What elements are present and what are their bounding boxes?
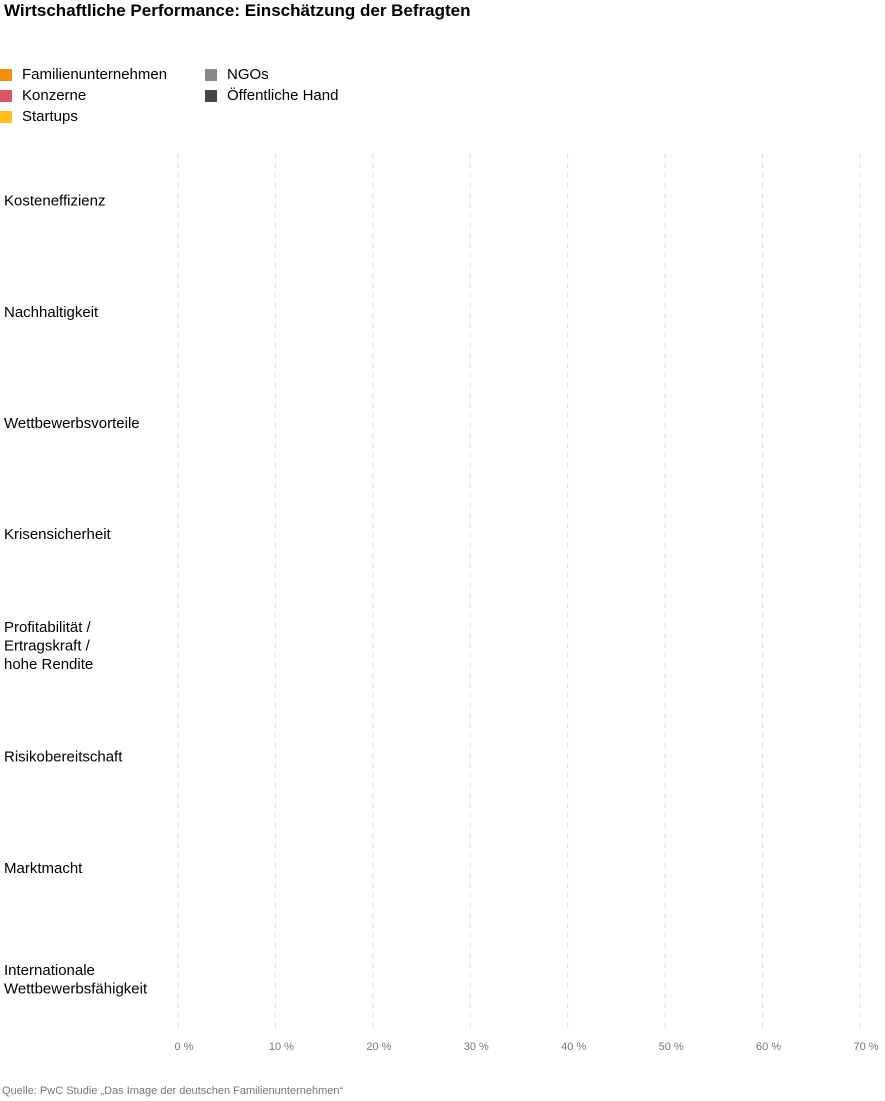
legend-label: NGOs — [227, 66, 269, 83]
source-note: Quelle: PwC Studie „Das Image der deutschen Familienunternehmen“ — [2, 1085, 344, 1097]
chart-title: Wirtschaftliche Performance: Einschätzung der Befragten — [4, 1, 471, 20]
category-label: Nachhaltigkeit — [4, 303, 99, 321]
category-label: Profitabilität / Ertragskraft / hohe Rendite — [4, 618, 94, 673]
x-tick-label: 0 % — [174, 1041, 194, 1053]
legend-label: Öffentliche Hand — [227, 87, 339, 104]
legend-label: Startups — [22, 108, 78, 125]
x-tick-label: 30 % — [463, 1041, 489, 1053]
x-tick-label: 70 % — [853, 1041, 879, 1053]
x-tick-label: 10 % — [268, 1041, 294, 1053]
x-tick-label: 50 % — [658, 1041, 684, 1053]
category-label: Internationale Wettbewerbsfähigkeit — [4, 961, 148, 998]
legend-label: Konzerne — [22, 87, 87, 104]
x-tick-label: 20 % — [366, 1041, 392, 1053]
x-tick-label: 40 % — [561, 1041, 587, 1053]
x-tick-label: 60 % — [756, 1041, 782, 1053]
category-label: Wettbewerbsvorteile — [4, 415, 140, 432]
category-label: Risikobereitschaft — [4, 748, 123, 766]
category-label: Krisensicherheit — [4, 526, 111, 544]
category-label: Kosteneffizienz — [4, 192, 106, 210]
category-label: Marktmacht — [4, 859, 83, 877]
legend-label: Familienunternehmen — [22, 66, 168, 83]
